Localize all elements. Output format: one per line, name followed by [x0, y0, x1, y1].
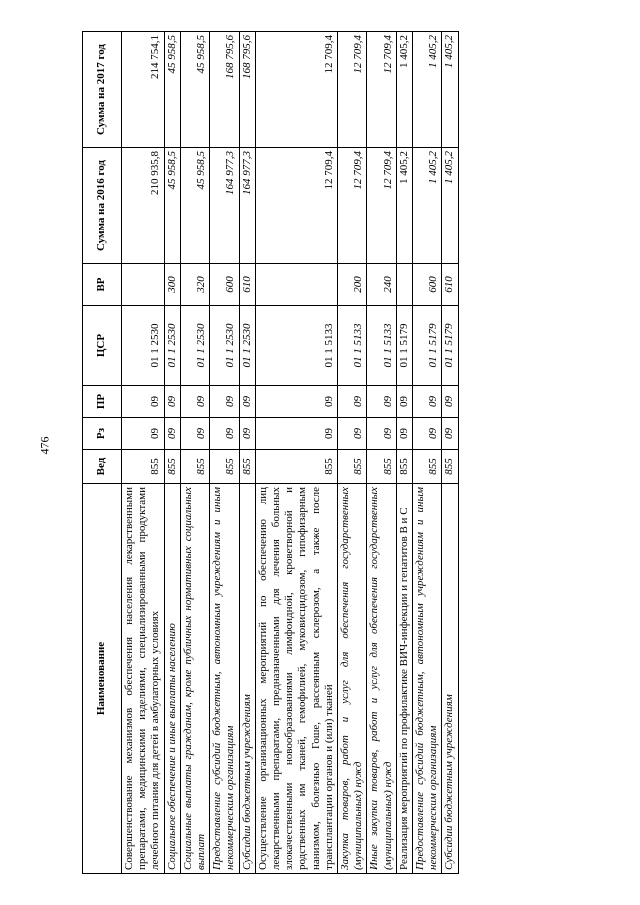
row-rz-cell: 09: [413, 418, 442, 450]
row-sum-2016-cell: 164 977,3: [239, 148, 255, 264]
row-vr-cell: 610: [239, 264, 255, 306]
row-pr-cell: 09: [210, 386, 239, 418]
header-sum-2017: Сумма на 2017 год: [83, 32, 122, 148]
table-row: [180, 32, 209, 874]
row-name-cell: Совершенствование механизмов обеспечения населения лекарственными препаратами, медицинскими изделиями, специализированными продуктами лечебного питания для детей в амбулаторных условиях: [122, 484, 165, 874]
row-sum-2016-cell: 45 958,5: [180, 148, 209, 264]
row-pr-cell: 09: [396, 386, 412, 418]
row-sum-2017-cell: 168 795,6: [239, 32, 255, 148]
row-rz-cell: 09: [367, 418, 396, 450]
row-ved-cell: 855: [122, 450, 165, 484]
row-pr-cell: 09: [367, 386, 396, 418]
budget-table-sheet: [82, 32, 522, 874]
row-vr-cell: 600: [413, 264, 442, 306]
table-header-row: [83, 32, 122, 874]
header-name: Наименование: [83, 484, 122, 874]
row-vr-cell: 200: [338, 264, 367, 306]
row-sum-2016-cell: 1 405,2: [442, 148, 458, 264]
row-rz-cell: 09: [255, 418, 337, 450]
row-csr-cell: 01 1 5179: [442, 306, 458, 386]
row-sum-2017-cell: 45 958,5: [180, 32, 209, 148]
row-csr-cell: 01 1 5133: [338, 306, 367, 386]
row-sum-2017-cell: 45 958,5: [164, 32, 180, 148]
row-sum-2017-cell: 1 405,2: [396, 32, 412, 148]
row-ved-cell: 855: [396, 450, 412, 484]
row-rz-cell: 09: [396, 418, 412, 450]
row-csr-cell: 01 1 5179: [396, 306, 412, 386]
row-vr-cell: 600: [210, 264, 239, 306]
table-row: [338, 32, 367, 874]
row-ved-cell: 855: [239, 450, 255, 484]
header-csr: ЦСР: [83, 306, 122, 386]
row-pr-cell: 09: [239, 386, 255, 418]
row-vr-cell: [122, 264, 165, 306]
header-ved: Вед: [83, 450, 122, 484]
budget-table: [82, 31, 459, 874]
row-csr-cell: 01 1 2530: [164, 306, 180, 386]
row-pr-cell: 09: [413, 386, 442, 418]
row-pr-cell: 09: [180, 386, 209, 418]
rotated-page: [82, 32, 522, 874]
row-name-cell: Реализация мероприятий по профилактике ВИЧ-инфекции и гепатитов B и C: [396, 484, 412, 874]
row-sum-2017-cell: 1 405,2: [442, 32, 458, 148]
table-row: [442, 32, 458, 874]
table-row: [367, 32, 396, 874]
table-row: [122, 32, 165, 874]
row-ved-cell: 855: [210, 450, 239, 484]
row-pr-cell: 09: [255, 386, 337, 418]
row-ved-cell: 855: [367, 450, 396, 484]
row-pr-cell: 09: [122, 386, 165, 418]
row-sum-2016-cell: 12 709,4: [338, 148, 367, 264]
row-ved-cell: 855: [413, 450, 442, 484]
row-sum-2017-cell: 12 709,4: [255, 32, 337, 148]
row-rz-cell: 09: [239, 418, 255, 450]
row-csr-cell: 01 1 2530: [239, 306, 255, 386]
table-row: [413, 32, 442, 874]
row-sum-2016-cell: 1 405,2: [396, 148, 412, 264]
row-rz-cell: 09: [210, 418, 239, 450]
row-name-cell: Иные закупки товаров, работ и услуг для обеспечения государственных (муниципальных) нужд: [367, 484, 396, 874]
row-sum-2016-cell: 45 958,5: [164, 148, 180, 264]
row-vr-cell: 240: [367, 264, 396, 306]
row-csr-cell: 01 1 5133: [255, 306, 337, 386]
row-ved-cell: 855: [442, 450, 458, 484]
row-name-cell: Закупка товаров, работ и услуг для обеспечения государственных (муниципальных) нужд: [338, 484, 367, 874]
table-row: [239, 32, 255, 874]
row-sum-2016-cell: 164 977,3: [210, 148, 239, 264]
row-csr-cell: 01 1 5133: [367, 306, 396, 386]
row-pr-cell: 09: [338, 386, 367, 418]
row-ved-cell: 855: [180, 450, 209, 484]
row-sum-2016-cell: 12 709,4: [255, 148, 337, 264]
row-rz-cell: 09: [164, 418, 180, 450]
row-rz-cell: 09: [442, 418, 458, 450]
row-sum-2017-cell: 12 709,4: [338, 32, 367, 148]
row-sum-2017-cell: 12 709,4: [367, 32, 396, 148]
row-sum-2016-cell: 1 405,2: [413, 148, 442, 264]
row-csr-cell: 01 1 2530: [122, 306, 165, 386]
row-vr-cell: 300: [164, 264, 180, 306]
row-name-cell: Социальное обеспечение и иные выплаты населению: [164, 484, 180, 874]
row-csr-cell: 01 1 2530: [180, 306, 209, 386]
row-sum-2016-cell: 210 935,8: [122, 148, 165, 264]
row-name-cell: Осуществление организационных мероприятий по обеспечению лиц лекарственными препаратами, предназначенными для лечения больных злокачественными новообразованиями лимфоидной, кроветворной и родственных им тканей, гемофилией, муковисцидозом, гипофизарным нанизмом, болезнью Гоше, рассеянным склерозом, а также после трансплантации органов и (или) тканей: [255, 484, 337, 874]
row-vr-cell: 320: [180, 264, 209, 306]
row-vr-cell: [255, 264, 337, 306]
header-rz: Рз: [83, 418, 122, 450]
row-rz-cell: 09: [180, 418, 209, 450]
row-name-cell: Социальные выплаты гражданам, кроме публичных нормативных социальных выплат: [180, 484, 209, 874]
table-row: [164, 32, 180, 874]
table-row: [255, 32, 337, 874]
row-ved-cell: 855: [255, 450, 337, 484]
header-pr: ПР: [83, 386, 122, 418]
header-vr: ВР: [83, 264, 122, 306]
table-row: [210, 32, 239, 874]
row-ved-cell: 855: [338, 450, 367, 484]
row-csr-cell: 01 1 5179: [413, 306, 442, 386]
row-rz-cell: 09: [122, 418, 165, 450]
table-row: [396, 32, 412, 874]
row-pr-cell: 09: [442, 386, 458, 418]
row-name-cell: Предоставление субсидий бюджетным, автономным учреждениям и иным некоммерческим организациям: [210, 484, 239, 874]
row-sum-2017-cell: 1 405,2: [413, 32, 442, 148]
row-sum-2016-cell: 12 709,4: [367, 148, 396, 264]
row-ved-cell: 855: [164, 450, 180, 484]
row-sum-2017-cell: 168 795,6: [210, 32, 239, 148]
row-name-cell: Субсидии бюджетным учреждениям: [239, 484, 255, 874]
row-name-cell: Предоставление субсидий бюджетным, автономным учреждениям и иным некоммерческим организациям: [413, 484, 442, 874]
row-name-cell: Субсидии бюджетным учреждениям: [442, 484, 458, 874]
row-vr-cell: 610: [442, 264, 458, 306]
row-vr-cell: [396, 264, 412, 306]
header-sum-2016: Сумма на 2016 год: [83, 148, 122, 264]
row-csr-cell: 01 1 2530: [210, 306, 239, 386]
row-pr-cell: 09: [164, 386, 180, 418]
row-rz-cell: 09: [338, 418, 367, 450]
row-sum-2017-cell: 214 754,1: [122, 32, 165, 148]
page-number: 476: [37, 436, 52, 455]
